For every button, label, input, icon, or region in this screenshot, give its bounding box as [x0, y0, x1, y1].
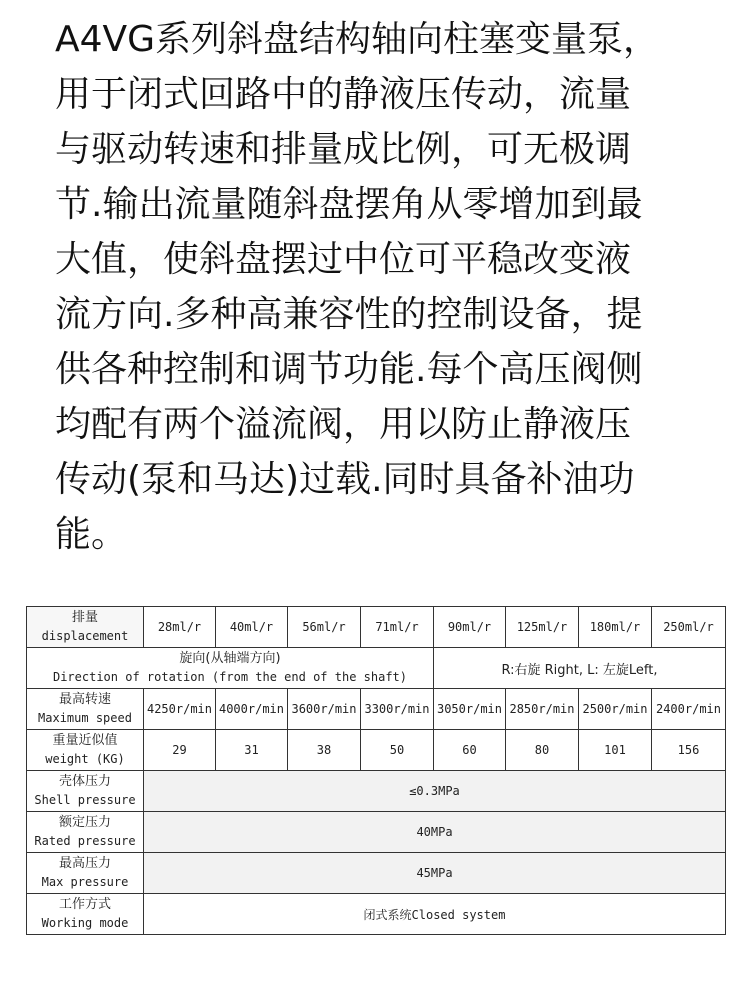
displacement-cell: 250ml/r: [652, 607, 726, 648]
row-weight: [27, 730, 726, 771]
label-en: displacement: [41, 629, 129, 643]
weight-cell: 156: [652, 730, 726, 771]
label-shell-pressure: [27, 771, 144, 812]
speed-cell: 4000r/min: [216, 689, 288, 730]
speed-cell: 3050r/min: [434, 689, 506, 730]
displacement-cell: 125ml/r: [506, 607, 579, 648]
displacement-cell: 71ml/r: [361, 607, 434, 648]
max-pressure-value: 45MPa: [144, 853, 726, 894]
row-rated-pressure: [27, 812, 726, 853]
label-en: weight (KG): [45, 752, 125, 766]
label-en: Direction of rotation (from the end of the shaft): [52, 670, 407, 684]
intro-line: 供各种控制和调节功能.每个高压阀侧: [55, 349, 643, 390]
label-en: Shell pressure: [34, 793, 136, 807]
weight-cell: 80: [506, 730, 579, 771]
displacement-cell: 56ml/r: [288, 607, 361, 648]
weight-cell: 31: [216, 730, 288, 771]
rated-pressure-value: 40MPa: [144, 812, 726, 853]
speed-cell: 3300r/min: [361, 689, 434, 730]
label-rated-pressure: [27, 812, 144, 853]
label-working-mode: [27, 894, 144, 935]
intro-paragraph: [55, 12, 715, 562]
intro-line: A4VG系列斜盘结构轴向柱塞变量泵，: [55, 19, 660, 60]
label-cn: 最高转速: [58, 692, 111, 707]
row-working-mode: [27, 894, 726, 935]
label-cn: 壳体压力: [58, 774, 111, 789]
weight-cell: 50: [361, 730, 434, 771]
label-cn: 工作方式: [58, 897, 111, 912]
row-rotation: [27, 648, 726, 689]
label-weight: [27, 730, 144, 771]
intro-line: 节.输出流量随斜盘摆角从零增加到最: [55, 184, 643, 225]
label-cn: 额定压力: [58, 815, 111, 830]
intro-line: 均配有两个溢流阀，用以防止静液压: [55, 404, 632, 445]
label-cn: 旋向(从轴端方向): [179, 651, 281, 666]
label-max-pressure: [27, 853, 144, 894]
label-displacement: [27, 607, 144, 648]
label-en: Maximum speed: [38, 711, 132, 725]
displacement-cell: 180ml/r: [579, 607, 652, 648]
working-mode-value: 闭式系统Closed system: [144, 894, 726, 935]
row-shell-pressure: [27, 771, 726, 812]
speed-cell: 2850r/min: [506, 689, 579, 730]
label-en: Max pressure: [41, 875, 129, 889]
label-rotation: [27, 648, 434, 689]
intro-line: 与驱动转速和排量成比例，可无极调: [55, 129, 632, 170]
intro-line: 用于闭式回路中的静液压传动，流量: [55, 74, 632, 115]
shell-pressure-value: ≤0.3MPa: [144, 771, 726, 812]
displacement-cell: 28ml/r: [144, 607, 216, 648]
row-max-pressure: [27, 853, 726, 894]
weight-cell: 38: [288, 730, 361, 771]
spec-table: [26, 606, 726, 935]
displacement-cell: 40ml/r: [216, 607, 288, 648]
speed-cell: 2400r/min: [652, 689, 726, 730]
intro-line: 能。: [55, 514, 128, 555]
intro-line: 流方向.多种高兼容性的控制设备，提: [55, 294, 643, 335]
label-cn: 重量近似值: [52, 733, 118, 748]
label-cn: 最高压力: [58, 856, 111, 871]
row-displacement: [27, 607, 726, 648]
rotation-value-text: R:右旋 Right, L: 左旋Left,: [501, 662, 658, 678]
label-max-speed: [27, 689, 144, 730]
weight-cell: 101: [579, 730, 652, 771]
weight-cell: 29: [144, 730, 216, 771]
rotation-value: [434, 648, 726, 689]
label-cn: 排量: [71, 610, 98, 625]
speed-cell: 2500r/min: [579, 689, 652, 730]
weight-cell: 60: [434, 730, 506, 771]
displacement-cell: 90ml/r: [434, 607, 506, 648]
row-max-speed: [27, 689, 726, 730]
speed-cell: 4250r/min: [144, 689, 216, 730]
intro-line: 传动(泵和马达)过载.同时具备补油功: [55, 459, 635, 500]
intro-line: 大值，使斜盘摆过中位可平稳改变液: [55, 239, 632, 280]
label-en: Working mode: [41, 916, 129, 930]
speed-cell: 3600r/min: [288, 689, 361, 730]
label-en: Rated pressure: [34, 834, 136, 848]
